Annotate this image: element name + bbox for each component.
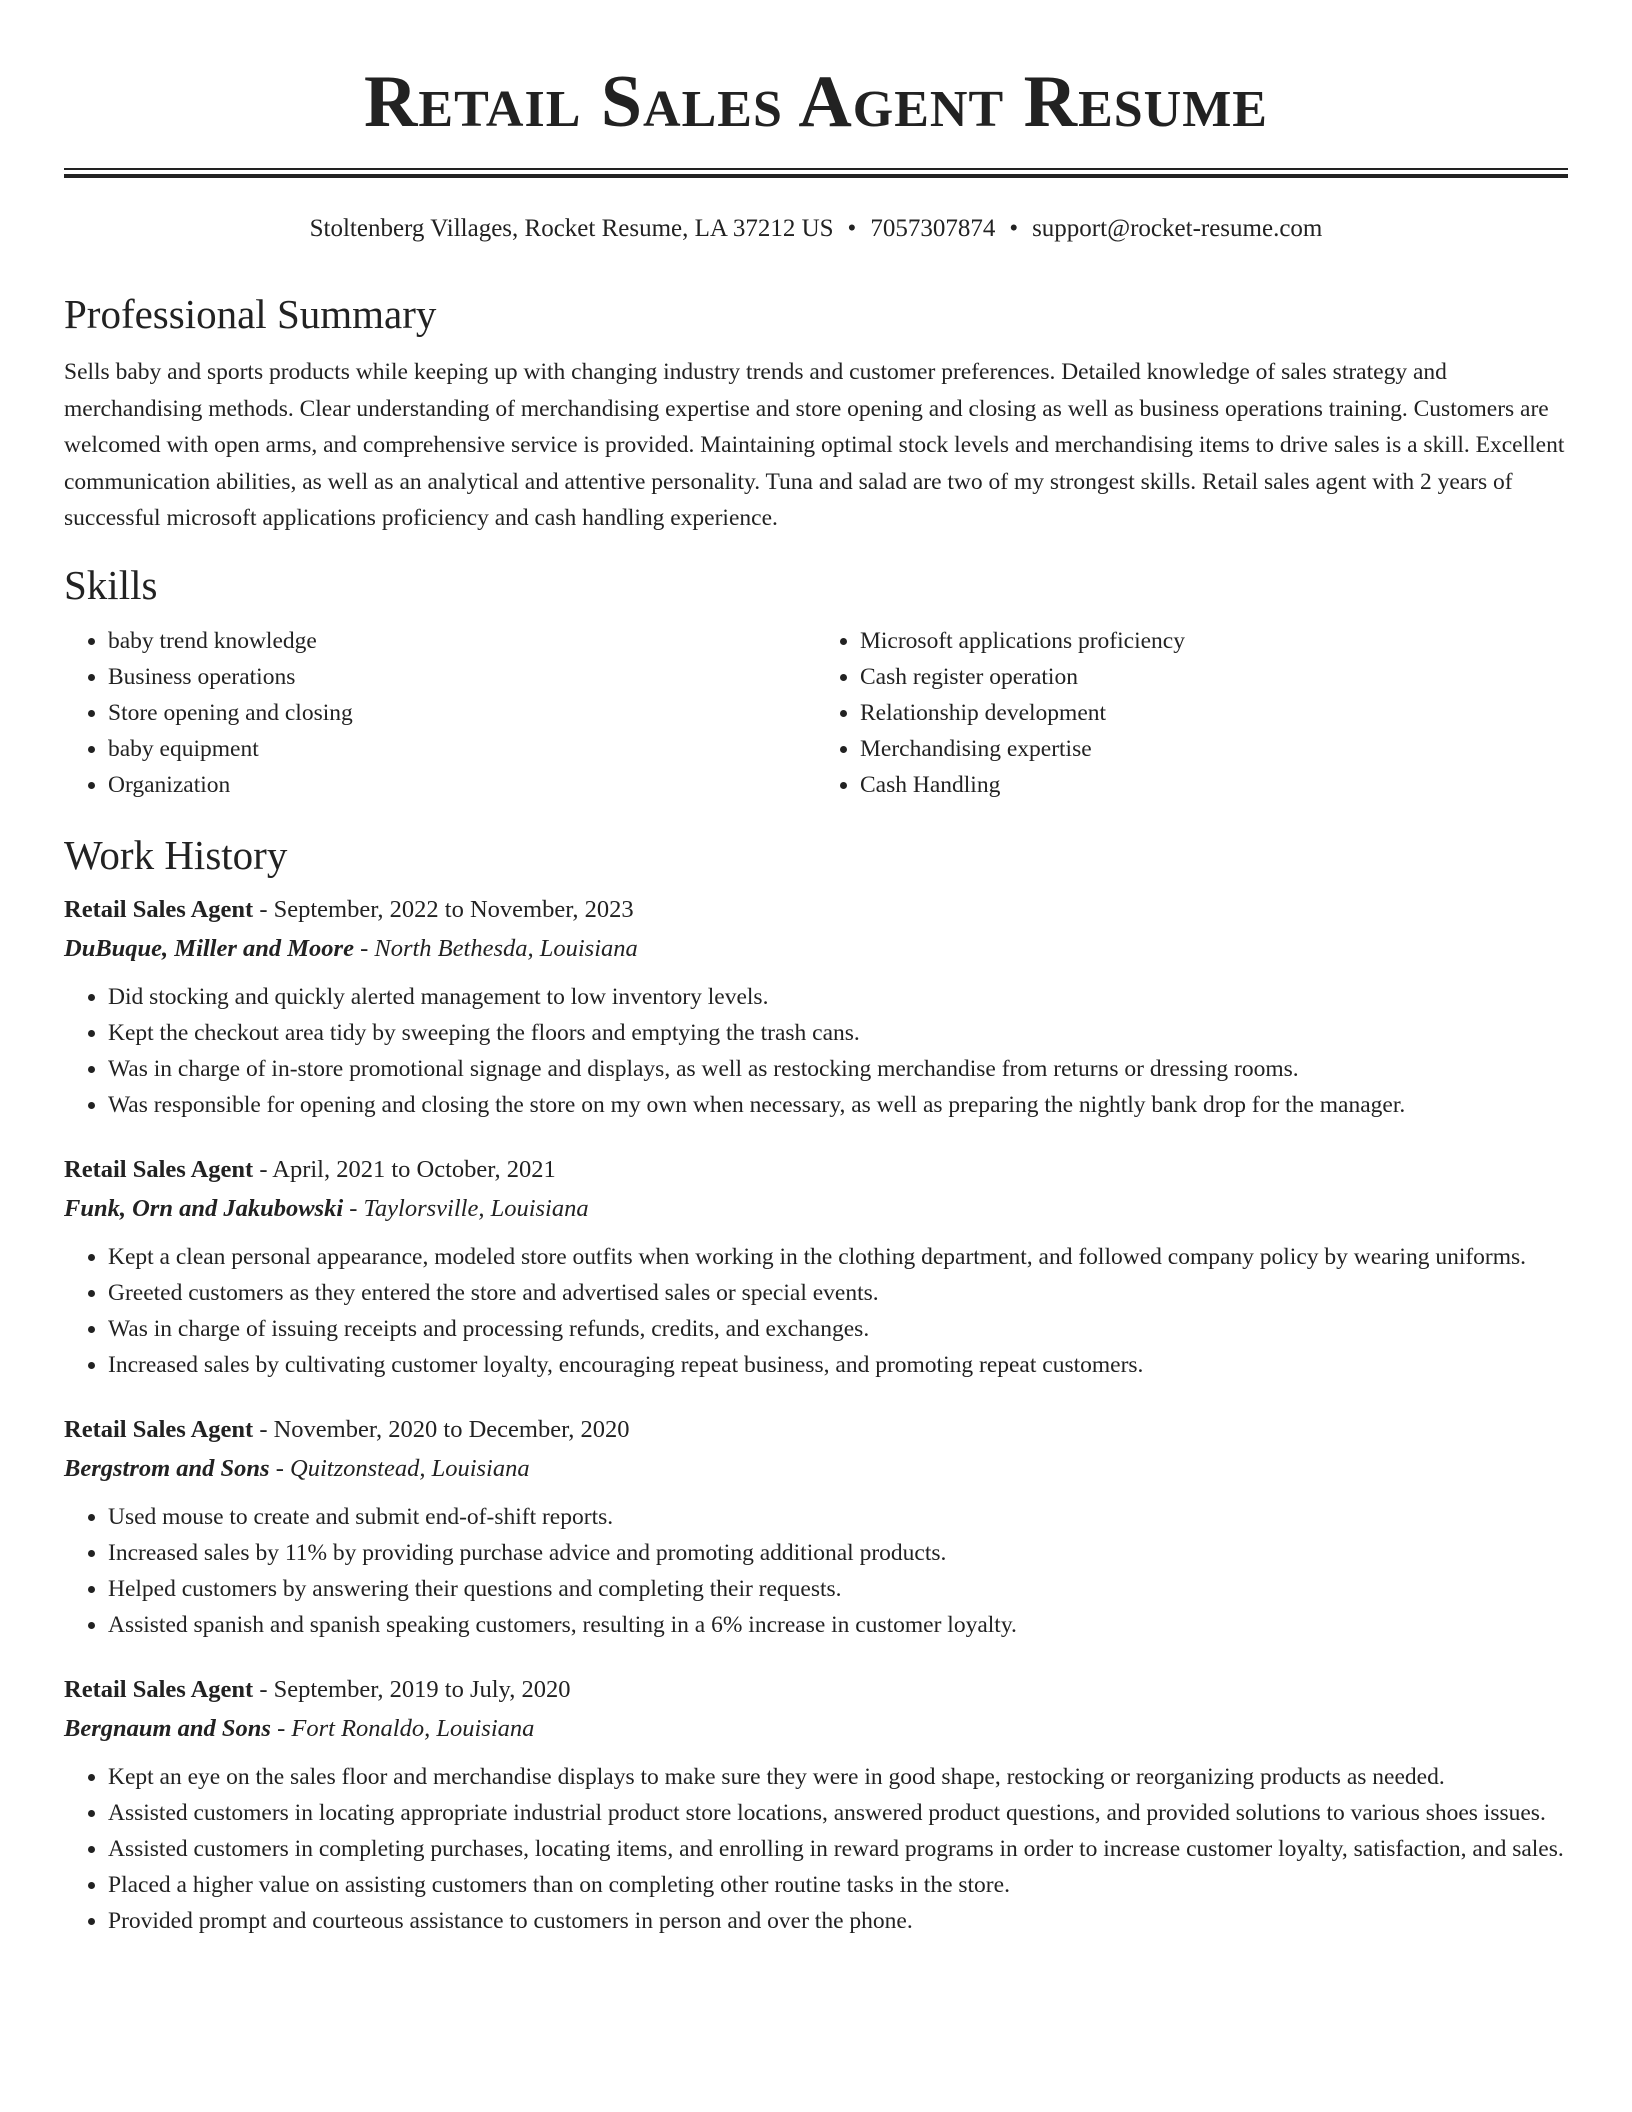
duty-item: • Was responsible for opening and closing the store on my own when necessary, as well as preparing the nightly bank drop for the manager. <box>108 1087 1568 1123</box>
duty-item: • Provided prompt and courteous assistance to customers in person and over the phone. <box>108 1903 1568 1939</box>
job-entry <box>64 1151 1568 1383</box>
duty-item: • Used mouse to create and submit end-of-shift reports. <box>108 1499 1568 1535</box>
skill-item: • baby trend knowledge <box>108 623 816 659</box>
job-title: Retail Sales Agent <box>64 895 254 923</box>
skill-item: • Microsoft applications proficiency <box>860 623 1568 659</box>
document-title: Retail Sales Agent Resume <box>363 61 1268 143</box>
duty-list <box>64 1499 1568 1643</box>
employer-line <box>64 1189 1568 1229</box>
job-dates: - September, 2022 to November, 2023 <box>253 895 634 923</box>
skill-item: • Store opening and closing <box>108 695 816 731</box>
duty-item: • Assisted spanish and spanish speaking customers, resulting in a 6% increase in customer loyalty. <box>108 1607 1568 1643</box>
contact-address: Stoltenberg Villages, Rocket Resume, LA 37212 US <box>309 215 834 242</box>
contact-phone: 7057307874 <box>870 215 996 242</box>
duty-item: • Did stocking and quickly alerted management to low inventory levels. <box>108 979 1568 1015</box>
skill-item: • Cash Handling <box>860 767 1568 803</box>
skills-heading: Skills <box>64 561 158 608</box>
contact-email[interactable]: support@rocket-resume.com <box>1032 215 1323 242</box>
employer-name: Bergnaum and Sons <box>64 1714 271 1742</box>
skill-item: • Cash register operation <box>860 659 1568 695</box>
job-title-line <box>64 891 1568 929</box>
contact-separator: • <box>847 215 857 242</box>
employer-name: Funk, Orn and Jakubowski <box>64 1194 344 1222</box>
duty-item: • Kept the checkout area tidy by sweeping the floors and emptying the trash cans. <box>108 1015 1568 1051</box>
job-entry <box>64 1671 1568 1939</box>
employer-line <box>64 929 1568 969</box>
employer-name: Bergstrom and Sons <box>64 1454 270 1482</box>
job-location: - Quitzonstead, Louisiana <box>269 1454 530 1482</box>
duty-item: • Was in charge of in-store promotional signage and displays, as well as restocking merchandise from returns or dressing rooms. <box>108 1051 1568 1087</box>
title-divider <box>64 168 1568 178</box>
skill-item: • baby equipment <box>108 731 816 767</box>
skill-item: • Organization <box>108 767 816 803</box>
job-entry <box>64 1411 1568 1643</box>
duty-list <box>64 1759 1568 1939</box>
duty-item: • Kept a clean personal appearance, modeled store outfits when working in the clothing department, and followed company policy by wearing uniforms. <box>108 1239 1568 1275</box>
work-history-heading: Work History <box>64 831 288 878</box>
job-location: - Taylorsville, Louisiana <box>343 1194 589 1222</box>
contact-separator: • <box>1009 215 1019 242</box>
duty-list <box>64 979 1568 1123</box>
job-title: Retail Sales Agent <box>64 1415 254 1443</box>
job-location: - Fort Ronaldo, Louisiana <box>270 1714 535 1742</box>
duty-list <box>64 1239 1568 1383</box>
job-entry <box>64 891 1568 1123</box>
job-location: - North Bethesda, Louisiana <box>353 934 638 962</box>
job-title: Retail Sales Agent <box>64 1155 254 1183</box>
job-dates: - November, 2020 to December, 2020 <box>253 1415 630 1443</box>
duty-item: • Was in charge of issuing receipts and processing refunds, credits, and exchanges. <box>108 1311 1568 1347</box>
duty-item: • Increased sales by 11% by providing purchase advice and promoting additional products. <box>108 1535 1568 1571</box>
job-title-line <box>64 1151 1568 1189</box>
job-title-line <box>64 1671 1568 1709</box>
skills-list-right <box>816 623 1568 803</box>
duty-item: • Increased sales by cultivating customer loyalty, encouraging repeat business, and promoting repeat customers. <box>108 1347 1568 1383</box>
duty-item: • Helped customers by answering their questions and completing their requests. <box>108 1571 1568 1607</box>
employer-name: DuBuque, Miller and Moore <box>64 934 354 962</box>
skills-grid <box>64 623 1568 803</box>
skill-item: • Merchandising expertise <box>860 731 1568 767</box>
job-dates: - September, 2019 to July, 2020 <box>253 1675 571 1703</box>
skills-list-left <box>64 623 816 803</box>
resume-page <box>64 0 1568 1939</box>
job-dates: - April, 2021 to October, 2021 <box>253 1155 556 1183</box>
summary-text: Sells baby and sports products while keeping up with changing industry trends and customer preferences. Detailed knowledge of sales strategy and merchandising methods. Clear understanding of merchandising expertise and store opening and closing as well as business operations training. Customers are welcomed with open arms, and comprehensive service is provided. Maintaining optimal stock levels and merchandising items to drive sales is a skill. Excellent communication abilities, as well as an analytical and attentive personality. Tuna and salad are two of my strongest skills. Retail sales agent with 2 years of successful microsoft applications proficiency and cash handling experience. <box>64 359 1565 531</box>
duty-item: • Greeted customers as they entered the store and advertised sales or special events. <box>108 1275 1568 1311</box>
skill-item: • Business operations <box>108 659 816 695</box>
summary-heading: Professional Summary <box>64 291 437 337</box>
job-title-line <box>64 1411 1568 1449</box>
employer-line <box>64 1709 1568 1749</box>
duty-item: • Placed a higher value on assisting customers than on completing other routine tasks in the store. <box>108 1867 1568 1903</box>
skill-item: • Relationship development <box>860 695 1568 731</box>
duty-item: • Assisted customers in completing purchases, locating items, and enrolling in reward programs in order to increase customer loyalty, satisfaction, and sales. <box>108 1831 1568 1867</box>
employer-line <box>64 1449 1568 1489</box>
duty-item: • Assisted customers in locating appropriate industrial product store locations, answered product questions, and provided solutions to various shoes issues. <box>108 1795 1568 1831</box>
job-title: Retail Sales Agent <box>64 1675 254 1703</box>
contact-line <box>64 212 1568 246</box>
duty-item: • Kept an eye on the sales floor and merchandise displays to make sure they were in good shape, restocking or reorganizing products as needed. <box>108 1759 1568 1795</box>
